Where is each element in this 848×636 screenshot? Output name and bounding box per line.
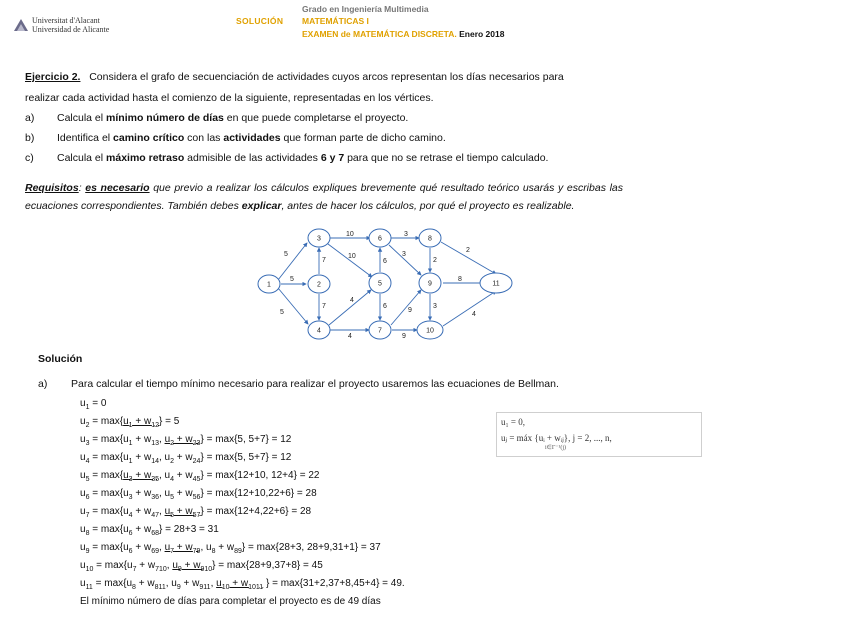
subject-name: MATEMÁTICAS I (302, 16, 369, 26)
weight-4-5: 4 (350, 297, 354, 304)
equation-u11: $u_{11} = \max\{u_8 + w_{811}$, $u_9 + w_{911}$, $u_{10} + w_{1011}$ } = max{31+2,37+8,45+4} = 49. (80, 578, 405, 591)
solution-a-text: Para calcular el tiempo mínimo necesario para realizar el proyecto usaremos las ecuaciones de Bellman. (71, 378, 559, 390)
solution-title: Solución (38, 353, 83, 365)
weight-8-9: 2 (433, 257, 437, 264)
exercise-intro: Ejercicio 2. Considera el grafo de secuenciación de actividades cuyos arcos representan los días necesarios para (25, 71, 564, 83)
equation-u4: $u_4 = \max\{u_1 + w_{14}$, $u_2 + w_{24}\} = \max\{5$, 5+7} = 12 (80, 452, 292, 465)
node-5-label: 5 (378, 280, 382, 288)
node-3-label: 3 (317, 235, 321, 243)
equation-u2: $u_2 = \max\{u_1 + w_{12}\} = 5$ (80, 416, 180, 429)
exercise-title: Ejercicio 2. (25, 71, 81, 83)
university-name: Universitat d'Alacant Universidad de Alicante (32, 16, 110, 34)
node-9-label: 9 (428, 280, 432, 288)
weight-5-6: 6 (383, 258, 387, 265)
weight-1-3: 5 (284, 251, 288, 258)
edge-3-5 (328, 244, 372, 277)
weight-5-7: 6 (383, 303, 387, 310)
formula-line-1: u₁ = 0, (501, 417, 525, 427)
exam-title: EXAMEN de MATEMÁTICA DISCRETA. Enero 2018 (302, 29, 505, 39)
node-6-label: 6 (378, 235, 382, 243)
weight-1-4: 5 (280, 309, 284, 316)
university-logo (14, 16, 124, 36)
weight-3-5: 10 (348, 253, 356, 260)
exam-date: Enero 2018 (459, 29, 505, 39)
node-7-label: 7 (378, 327, 382, 335)
solution-a-label: a) (38, 378, 48, 390)
weight-9-10: 3 (433, 303, 437, 310)
equation-u10: $u_{10} = \max\{u_7 + w_{710}$, $u_9 + w_{910}\} = \max\{28+9,37+8\} = 45$ (80, 560, 323, 573)
equation-u5: $u_5 = \max\{u_3 + w_{35}$, $u_4 + w_{45}\} = \max\{12+10$, 12+4} = 22 (80, 470, 320, 483)
solution-tag: SOLUCIÓN (236, 16, 284, 26)
edge-6-9 (389, 245, 421, 275)
weight-7-10: 9 (402, 333, 406, 340)
weight-8-11: 2 (466, 247, 470, 254)
bellman-formula-image (496, 412, 702, 457)
weight-10-11: 4 (472, 311, 476, 318)
exercise-intro-cont: realizar cada actividad hasta el comienzo de la siguiente, representadas en los vértices. (25, 92, 434, 104)
weight-6-9: 3 (402, 251, 406, 258)
node-11-label: 11 (492, 280, 500, 288)
node-1-label: 1 (267, 281, 271, 289)
node-10-label: 10 (426, 327, 434, 335)
equation-u6: $u_6 = \max\{u_3 + w_{36}$, $u_5 + w_{56}\} = \max\{12+10,22+6\} = 28$ (80, 488, 317, 501)
formula-line-2: uⱼ = máx {uᵢ + wᵢⱼ}, j = 2, ..., n, (501, 433, 612, 443)
edge-1-3 (278, 243, 307, 280)
edge-7-9 (391, 290, 421, 325)
degree-name: Grado en Ingeniería Multimedia (302, 4, 429, 14)
edge-1-4 (278, 288, 308, 324)
node-2-label: 2 (317, 281, 321, 289)
equation-u8: $u_8 = \max\{u_6 + w_{68}\} = 28+3 = 31$ (80, 524, 219, 537)
node-4-label: 4 (317, 327, 321, 335)
equation-u3: $u_3 = \max\{u_1 + w_{13}$, $u_2 + w_{23}\} = \max\{5$, 5+7} = 12 (80, 434, 292, 447)
weight-2-3: 7 (322, 257, 326, 264)
university-logo-icon (14, 19, 28, 31)
requirements-paragraph: Requisitos: es necesario que previo a realizar los cálculos expliques brevemente qué resultado teórico usarás y escribas las ecuaciones correspondientes. También debes explicar, antes de hacer los cálculos, por qué el proyecto es realizable. (25, 182, 623, 212)
weight-4-7: 4 (348, 333, 352, 340)
question-c: c) Calcula el máximo retraso admisible de las actividades 6 y 7 para que no se retrase el tiempo calculado. (25, 152, 549, 164)
solution-conclusion: El mínimo número de días para completar el proyecto es de 49 días (80, 596, 381, 607)
question-b: b) Identifica el camino crítico con las actividades que forman parte de dicho camino. (25, 132, 446, 144)
weight-6-8: 3 (404, 231, 408, 238)
formula-subscript: i∈Γ⁻¹(j) (545, 445, 566, 451)
edge-4-5 (329, 290, 371, 325)
activity-graph (250, 228, 520, 344)
node-8-label: 8 (428, 235, 432, 243)
weight-1-2: 5 (290, 276, 294, 283)
weight-7-9: 9 (408, 307, 412, 314)
equation-u9: $u_9 = \max\{u_6 + w_{69}$, $u_7 + w_{79}$, $u_8 + w_{89}\} = \max\{28+3$, 28+9,31+1} = 37 (80, 542, 381, 555)
weight-9-11: 8 (458, 276, 462, 283)
edge-10-11 (443, 291, 496, 326)
weight-3-6: 10 (346, 231, 354, 238)
equation-u7: $u_7 = \max\{u_4 + w_{47}$, $u_5 + w_{57}\} = \max\{12+4,22+6\} = 28$ (80, 506, 312, 519)
equation-u1: $u_1 = 0$ (80, 398, 107, 411)
question-a: a) Calcula el mínimo número de días en que puede completarse el proyecto. (25, 112, 409, 124)
weight-2-4: 7 (322, 303, 326, 310)
